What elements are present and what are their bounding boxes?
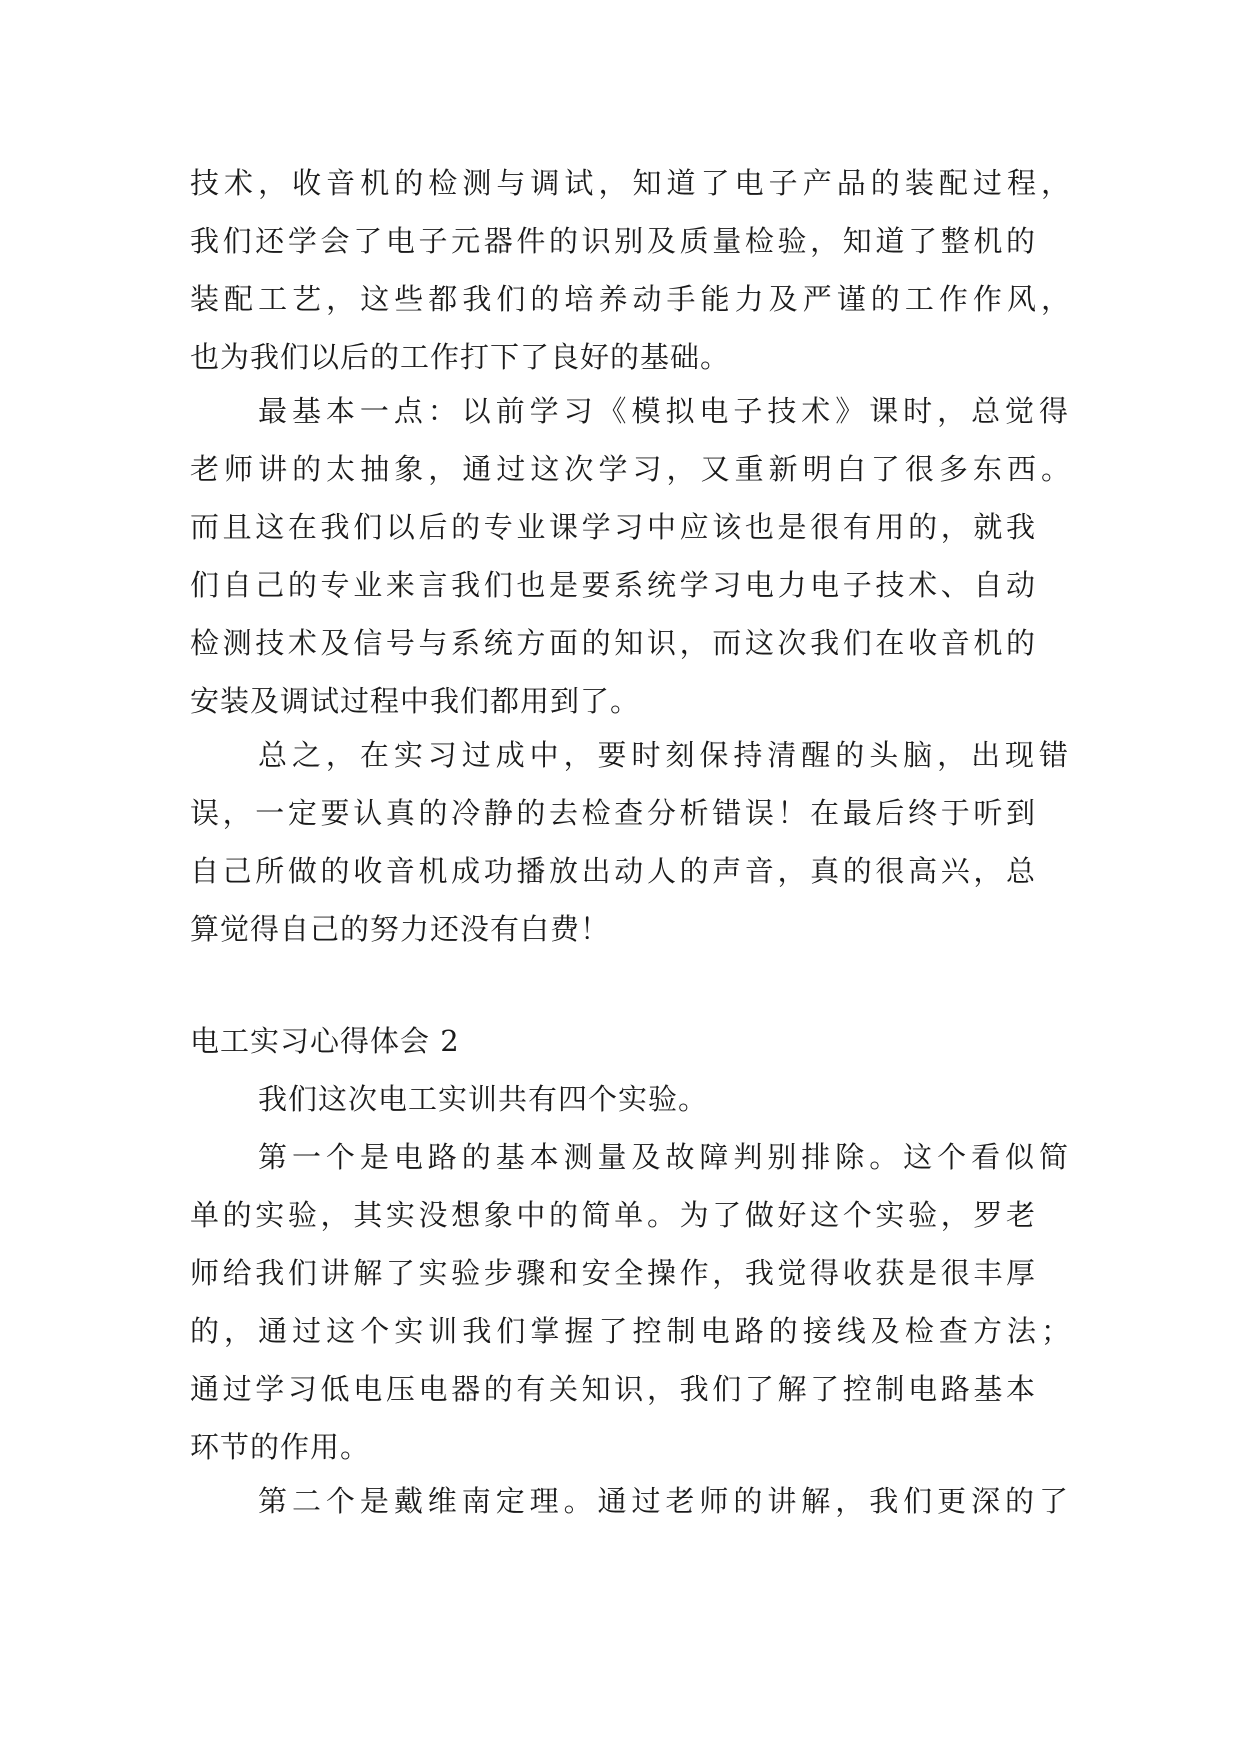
paragraph-line: 检测技术及信号与系统方面的知识，而这次我们在收音机的 [190, 626, 1035, 660]
paragraph-5 [190, 1142, 1070, 1462]
paragraph-line: 我们还学会了电子元器件的识别及质量检验，知道了整机的 [190, 224, 1035, 258]
paragraph-line: 环节的作用。 [190, 1430, 371, 1464]
paragraph-line: 单的实验，其实没想象中的简单。为了做好这个实验，罗老 [190, 1198, 1035, 1232]
paragraph-3 [190, 740, 1070, 944]
paragraph-line: 技术，收音机的检测与调试，知道了电子产品的装配过程， [190, 166, 1070, 200]
paragraph-line: 自己所做的收音机成功播放出动人的声音，真的很高兴，总 [190, 854, 1035, 888]
paragraph-line: 安装及调试过程中我们都用到了。 [190, 684, 641, 718]
paragraph-1 [190, 168, 1070, 372]
paragraph-line: 也为我们以后的工作打下了良好的基础。 [190, 340, 731, 374]
paragraph-line: 装配工艺，这些都我们的培养动手能力及严谨的工作作风， [190, 282, 1070, 316]
paragraph-line: 而且这在我们以后的专业课学习中应该也是很有用的，就我 [190, 510, 1035, 544]
paragraph-line: 的，通过这个实训我们掌握了控制电路的接线及检查方法； [190, 1314, 1070, 1348]
paragraph-line: 老师讲的太抽象，通过这次学习，又重新明白了很多东西。 [190, 452, 1070, 486]
section-heading: 电工实习心得体会 2 [190, 1024, 460, 1058]
paragraph-line: 们自己的专业来言我们也是要系统学习电力电子技术、自动 [190, 568, 1035, 602]
paragraph-line: 通过学习低电压电器的有关知识，我们了解了控制电路基本 [190, 1372, 1035, 1406]
paragraph-line: 第二个是戴维南定理。通过老师的讲解，我们更深的了 [258, 1484, 1068, 1518]
paragraph-line: 最基本一点：以前学习《模拟电子技术》课时，总觉得 [258, 394, 1068, 428]
paragraph-line: 第一个是电路的基本测量及故障判别排除。这个看似简 [258, 1140, 1068, 1174]
paragraph-6 [190, 1486, 1070, 1516]
paragraph-line: 算觉得自己的努力还没有白费！ [190, 912, 611, 946]
paragraph-line: 师给我们讲解了实验步骤和安全操作，我觉得收获是很丰厚 [190, 1256, 1035, 1290]
paragraph-line: 我们这次电工实训共有四个实验。 [258, 1082, 709, 1116]
paragraph-2 [190, 396, 1070, 716]
paragraph-4 [190, 1084, 1070, 1114]
paragraph-line: 总之，在实习过成中，要时刻保持清醒的头脑，出现错 [258, 738, 1068, 772]
paragraph-line: 误，一定要认真的冷静的去检查分析错误！在最后终于听到 [190, 796, 1035, 830]
